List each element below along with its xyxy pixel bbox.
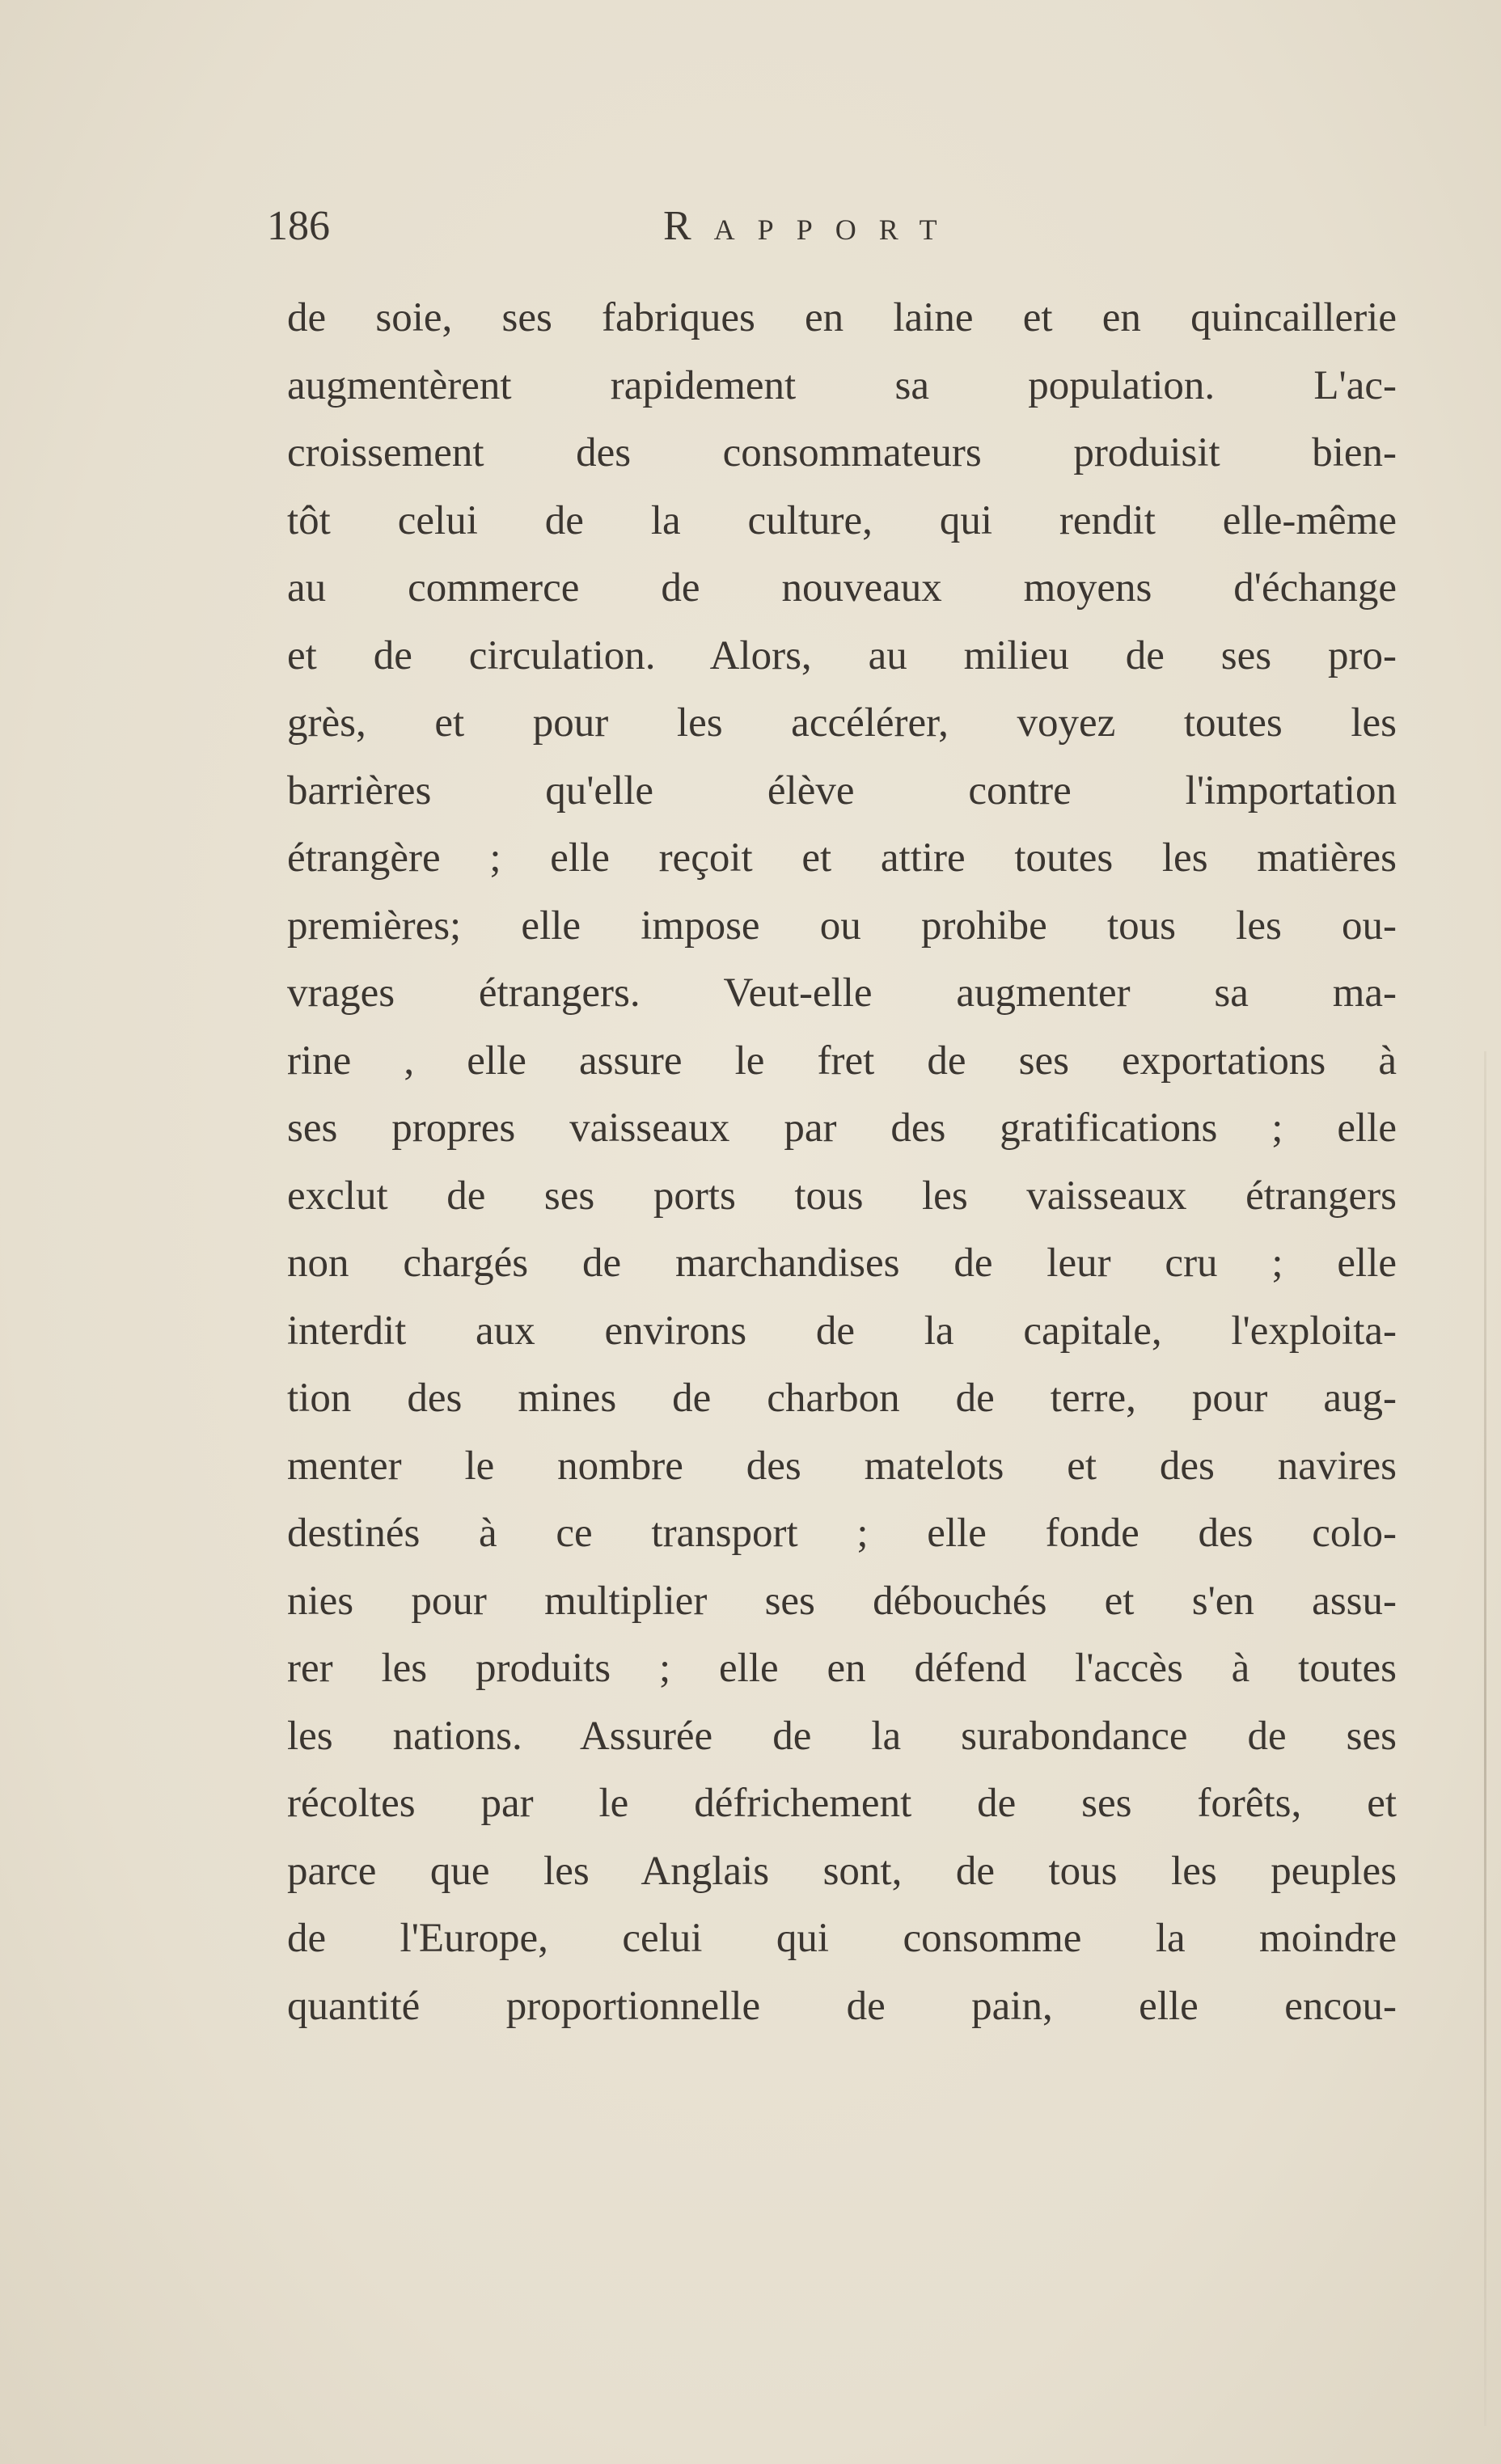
text-line: tôt celui de la culture, qui rendit elle-même [287,497,1397,543]
running-title: Rapport [663,203,960,249]
text-line: augmentèrent rapidement sa population. L'ac- [287,362,1397,408]
text-line: rine , elle assure le fret de ses exportations à [287,1038,1397,1084]
text-line: exclut de ses ports tous les vaisseaux étrangers [287,1173,1397,1219]
text-line: de l'Europe, celui qui consomme la moindre [287,1916,1397,1961]
page-number: 186 [267,203,330,249]
text-line: vrages étrangers. Veut-elle augmenter sa ma- [287,970,1397,1016]
text-line: rer les produits ; elle en défend l'accès à toutes [287,1646,1397,1691]
text-line: destinés à ce transport ; elle fonde des colo- [287,1511,1397,1556]
text-line: nies pour multiplier ses débouchés et s'en assu- [287,1578,1397,1624]
text-line: de soie, ses fabriques en laine et en quincaillerie [287,295,1397,340]
text-line: grès, et pour les accélérer, voyez toutes les [287,700,1397,746]
running-header [267,202,1399,259]
text-line: interdit aux environs de la capitale, l'exploita- [287,1308,1397,1354]
text-line: quantité proportionnelle de pain, elle encou- [287,1983,1397,2029]
text-line: premières; elle impose ou prohibe tous les ou- [287,902,1397,949]
text-line: au commerce de nouveaux moyens d'échange [287,565,1397,611]
text-line: les nations. Assurée de la surabondance de ses [287,1713,1397,1759]
page-edge-shadow [1484,1051,1486,2426]
text-line: tion des mines de charbon de terre, pour aug- [287,1376,1397,1421]
text-line: étrangère ; elle reçoit et attire toutes les matières [287,835,1397,881]
text-line: et de circulation. Alors, au milieu de ses pro- [287,632,1397,678]
text-line: non chargés de marchandises de leur cru ; elle [287,1240,1397,1286]
text-line: croissement des consommateurs produisit bien- [287,430,1397,475]
text-line: barrières qu'elle élève contre l'importation [287,767,1397,814]
text-line: récoltes par le défrichement de ses forêts, et [287,1781,1397,1826]
text-line: ses propres vaisseaux par des gratifications ; elle [287,1105,1397,1151]
body-text [287,285,1397,2040]
text-line: menter le nombre des matelots et des navires [287,1443,1397,1489]
text-line: parce que les Anglais sont, de tous les peuples [287,1848,1397,1894]
